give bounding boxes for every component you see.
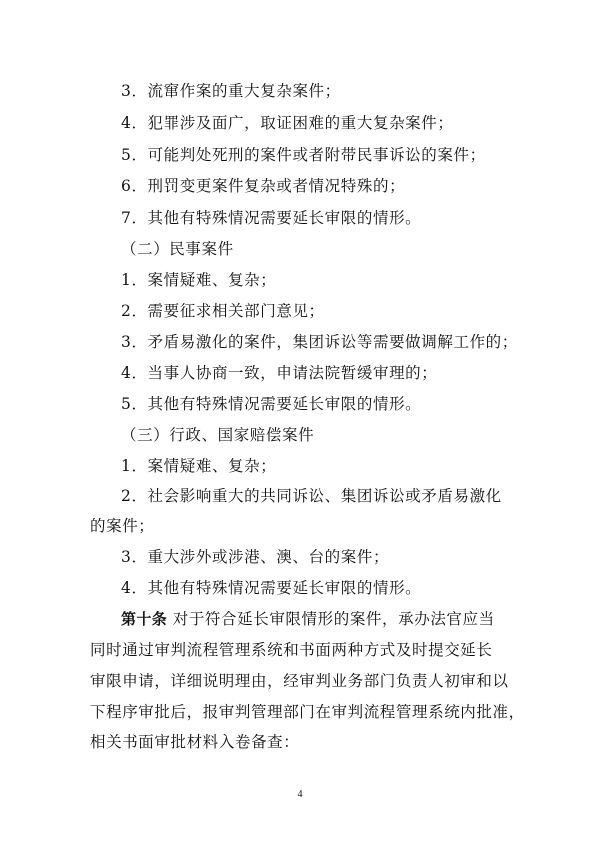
article-10-line3: 审限申请，详细说明理由，经审判业务部门负责人初审和以 [90,672,509,690]
civil-item-2: 2．需要征求相关部门意见； [121,302,325,320]
civil-item-5: 5．其他有特殊情况需要延长审限的情形。 [121,395,422,413]
civil-heading: （二）民事案件 [121,240,234,258]
criminal-item-5: 5．可能判处死刑的案件或者附带民事诉讼的案件； [121,146,486,164]
admin-item-2-line1: 2．社会影响重大的共同诉讼、集团诉讼或矛盾易激化 [121,487,502,505]
article-10-text: 对于符合延长审限情形的案件，承办法官应当 [172,610,495,628]
admin-item-2-line2: 的案件； [90,517,155,535]
civil-item-3: 3．矛盾易激化的案件，集团诉讼等需要做调解工作的； [121,333,518,351]
article-10-line1 [121,609,551,629]
criminal-item-7: 7．其他有特殊情况需要延长审限的情形。 [121,209,422,227]
article-10-line5: 相关书面审批材料入卷备查： [90,733,300,751]
admin-item-4: 4．其他有特殊情况需要延长审限的情形。 [121,579,422,597]
page-number: 4 [297,789,303,800]
article-10-line2: 同时通过审判流程管理系统和书面两种方式及时提交延长 [90,641,493,659]
article-10-label: 第十条 [121,610,168,628]
admin-heading: （三）行政、国家赔偿案件 [121,426,315,444]
criminal-item-3: 3．流窜作案的重大复杂案件； [121,82,341,100]
admin-item-1: 1．案情疑难、复杂； [121,457,277,475]
civil-item-1: 1．案情疑难、复杂； [121,271,277,289]
article-10-line4: 下程序审批后，报审判管理部门在审判流程管理系统内批准， [90,703,525,721]
criminal-item-4: 4．犯罪涉及面广，取证困难的重大复杂案件； [121,114,454,132]
admin-item-3: 3．重大涉外或涉港、澳、台的案件； [121,548,390,566]
civil-item-4: 4．当事人协商一致，申请法院暂缓审理的； [121,364,438,382]
criminal-item-6: 6．刑罚变更案件复杂或者情况特殊的； [121,177,406,195]
